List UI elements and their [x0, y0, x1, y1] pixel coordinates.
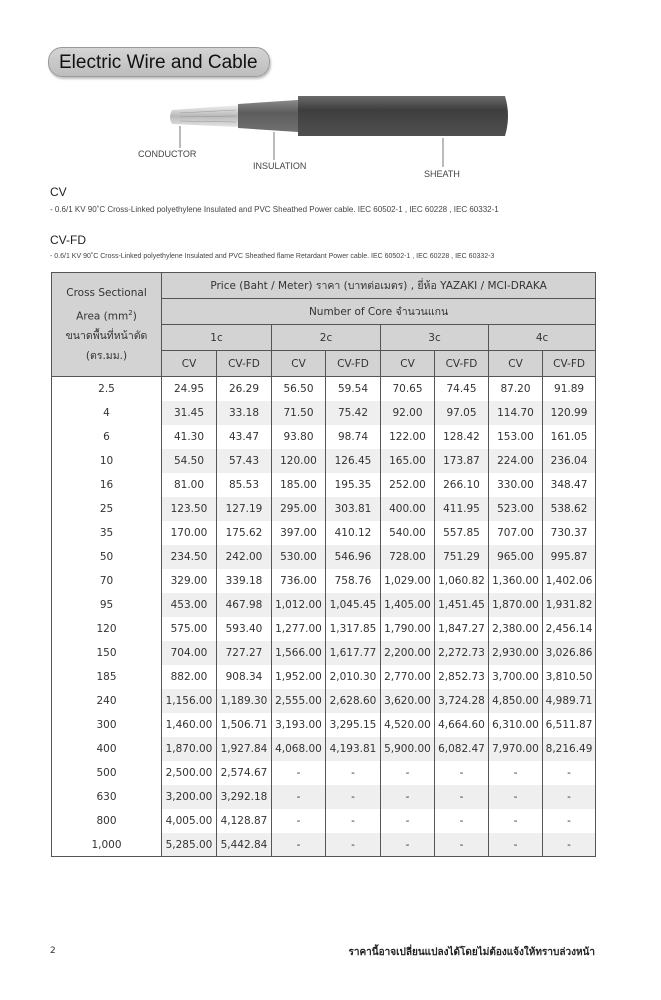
price-cell: 1,847.27	[435, 617, 489, 641]
price-table	[51, 272, 596, 857]
price-cell: 1,156.00	[162, 689, 217, 713]
price-cell: 97.05	[435, 401, 489, 425]
core-header: Number of Core จำนวนแกน	[162, 299, 596, 325]
price-cell: -	[381, 785, 435, 809]
price-cell: 1,277.00	[272, 617, 326, 641]
area-cell: 300	[52, 713, 162, 737]
price-cell: 173.87	[435, 449, 489, 473]
area-cell: 240	[52, 689, 162, 713]
cv-description: - 0.6/1 KV 90˚C Cross-Linked polyethylene Insulated and PVC Sheathed Power cable. IEC 60502-1 , IEC 60228 , IEC 60332-1	[50, 205, 499, 214]
area-cell: 6	[52, 425, 162, 449]
price-cell: 1,617.77	[326, 641, 381, 665]
table-row	[52, 449, 596, 473]
price-cell: 59.54	[326, 377, 381, 402]
price-cell: 8,216.49	[543, 737, 596, 761]
price-cell: 91.89	[543, 377, 596, 402]
price-cell: 234.50	[162, 545, 217, 569]
price-cell: -	[272, 761, 326, 785]
price-cell: 593.40	[217, 617, 272, 641]
price-cell: 704.00	[162, 641, 217, 665]
type-header: CV-FD	[326, 351, 381, 377]
price-cell: 123.50	[162, 497, 217, 521]
price-cell: 3,620.00	[381, 689, 435, 713]
area-cell: 2.5	[52, 377, 162, 402]
price-cell: 98.74	[326, 425, 381, 449]
area-cell: 500	[52, 761, 162, 785]
price-cell: 397.00	[272, 521, 326, 545]
price-cell: 1,317.85	[326, 617, 381, 641]
area-header: Cross Sectional Area $(mm^2)$ ขนาดพื้นที่หน้าตัด (ตร.มม.)	[52, 273, 162, 377]
price-cell: 908.34	[217, 665, 272, 689]
price-cell: 252.00	[381, 473, 435, 497]
sheath-label: SHEATH	[424, 169, 460, 179]
price-cell: 114.70	[489, 401, 543, 425]
price-cell: 4,850.00	[489, 689, 543, 713]
conductor-label: CONDUCTOR	[138, 149, 197, 159]
price-cell: 2,380.00	[489, 617, 543, 641]
price-cell: 2,930.00	[489, 641, 543, 665]
price-cell: 2,010.30	[326, 665, 381, 689]
price-table-body	[52, 377, 596, 857]
price-cell: 71.50	[272, 401, 326, 425]
price-cell: 85.53	[217, 473, 272, 497]
price-cell: 126.45	[326, 449, 381, 473]
price-cell: -	[435, 761, 489, 785]
price-cell: 1,927.84	[217, 737, 272, 761]
price-cell: 74.45	[435, 377, 489, 402]
type-header: CV	[162, 351, 217, 377]
price-cell: 4,989.71	[543, 689, 596, 713]
type-header: CV	[489, 351, 543, 377]
price-cell: 6,511.87	[543, 713, 596, 737]
table-row	[52, 737, 596, 761]
area-cell: 10	[52, 449, 162, 473]
price-cell: -	[326, 833, 381, 857]
table-row	[52, 473, 596, 497]
price-cell: 242.00	[217, 545, 272, 569]
type-header: CV	[272, 351, 326, 377]
table-row	[52, 497, 596, 521]
price-cell: 93.80	[272, 425, 326, 449]
price-cell: 2,272.73	[435, 641, 489, 665]
area-cell: 4	[52, 401, 162, 425]
price-cell: 1,060.82	[435, 569, 489, 593]
price-cell: 540.00	[381, 521, 435, 545]
price-cell: 153.00	[489, 425, 543, 449]
table-row	[52, 569, 596, 593]
table-row	[52, 593, 596, 617]
price-cell: -	[381, 761, 435, 785]
price-cell: 1,029.00	[381, 569, 435, 593]
table-row	[52, 425, 596, 449]
price-cell: 56.50	[272, 377, 326, 402]
price-cell: 707.00	[489, 521, 543, 545]
area-cell: 35	[52, 521, 162, 545]
price-cell: 1,360.00	[489, 569, 543, 593]
price-cell: 224.00	[489, 449, 543, 473]
price-cell: 1,952.00	[272, 665, 326, 689]
price-cell: 882.00	[162, 665, 217, 689]
price-cell: 1,566.00	[272, 641, 326, 665]
price-cell: -	[543, 833, 596, 857]
table-row	[52, 377, 596, 402]
price-cell: 453.00	[162, 593, 217, 617]
price-cell: 3,810.50	[543, 665, 596, 689]
area-cell: 50	[52, 545, 162, 569]
price-cell: 2,456.14	[543, 617, 596, 641]
cv-heading: CV	[50, 185, 67, 199]
price-cell: -	[272, 809, 326, 833]
price-cell: 1,405.00	[381, 593, 435, 617]
table-row	[52, 761, 596, 785]
price-cell: -	[435, 809, 489, 833]
price-cell: 1,931.82	[543, 593, 596, 617]
table-row	[52, 785, 596, 809]
price-cell: 120.00	[272, 449, 326, 473]
table-row	[52, 401, 596, 425]
price-cell: 530.00	[272, 545, 326, 569]
price-cell: 2,852.73	[435, 665, 489, 689]
price-cell: 5,442.84	[217, 833, 272, 857]
table-row	[52, 713, 596, 737]
price-cell: 3,026.86	[543, 641, 596, 665]
price-cell: 24.95	[162, 377, 217, 402]
price-cell: 128.42	[435, 425, 489, 449]
price-cell: 6,082.47	[435, 737, 489, 761]
area-cell: 1,000	[52, 833, 162, 857]
area-cell: 25	[52, 497, 162, 521]
price-cell: 195.35	[326, 473, 381, 497]
price-change-note: ราคานี้อาจเปลี่ยนแปลงได้โดยไม่ต้องแจ้งให้ทราบล่วงหน้า	[348, 947, 595, 958]
area-cell: 120	[52, 617, 162, 641]
price-cell: 400.00	[381, 497, 435, 521]
price-cell: -	[435, 785, 489, 809]
price-cell: 3,292.18	[217, 785, 272, 809]
price-cell: 33.18	[217, 401, 272, 425]
price-cell: 3,700.00	[489, 665, 543, 689]
price-cell: 175.62	[217, 521, 272, 545]
table-row	[52, 545, 596, 569]
price-cell: 43.47	[217, 425, 272, 449]
page-title: Electric Wire and Cable	[48, 47, 270, 77]
price-cell: 751.29	[435, 545, 489, 569]
price-cell: 236.04	[543, 449, 596, 473]
price-cell: 410.12	[326, 521, 381, 545]
price-cell: 4,068.00	[272, 737, 326, 761]
price-cell: 26.29	[217, 377, 272, 402]
price-cell: 3,200.00	[162, 785, 217, 809]
price-cell: 70.65	[381, 377, 435, 402]
price-cell: 348.47	[543, 473, 596, 497]
price-cell: 730.37	[543, 521, 596, 545]
price-cell: 3,295.15	[326, 713, 381, 737]
price-cell: 330.00	[489, 473, 543, 497]
price-cell: -	[489, 833, 543, 857]
price-cell: 4,193.81	[326, 737, 381, 761]
price-cell: 995.87	[543, 545, 596, 569]
price-cell: 165.00	[381, 449, 435, 473]
type-header: CV-FD	[217, 351, 272, 377]
price-cell: -	[543, 809, 596, 833]
type-header: CV-FD	[543, 351, 596, 377]
price-cell: 81.00	[162, 473, 217, 497]
price-cell: 3,193.00	[272, 713, 326, 737]
price-cell: -	[381, 833, 435, 857]
page-number: 2	[50, 946, 56, 956]
price-cell: -	[326, 761, 381, 785]
price-cell: 1,451.45	[435, 593, 489, 617]
price-cell: -	[272, 785, 326, 809]
price-cell: 965.00	[489, 545, 543, 569]
price-cell: 75.42	[326, 401, 381, 425]
price-cell: -	[489, 809, 543, 833]
price-cell: -	[543, 785, 596, 809]
price-cell: 6,310.00	[489, 713, 543, 737]
price-cell: 329.00	[162, 569, 217, 593]
price-cell: 4,128.87	[217, 809, 272, 833]
area-cell: 185	[52, 665, 162, 689]
price-cell: 5,900.00	[381, 737, 435, 761]
price-cell: 523.00	[489, 497, 543, 521]
price-cell: 161.05	[543, 425, 596, 449]
price-cell: -	[326, 809, 381, 833]
core-1c: 1c	[162, 325, 272, 351]
price-cell: 1,870.00	[489, 593, 543, 617]
price-cell: 1,189.30	[217, 689, 272, 713]
area-cell: 630	[52, 785, 162, 809]
core-4c: 4c	[489, 325, 596, 351]
price-cell: -	[272, 833, 326, 857]
insulation-layer	[238, 100, 298, 132]
price-cell: 41.30	[162, 425, 217, 449]
price-cell: 727.27	[217, 641, 272, 665]
price-cell: 339.18	[217, 569, 272, 593]
price-cell: 557.85	[435, 521, 489, 545]
price-cell: -	[489, 785, 543, 809]
table-row	[52, 665, 596, 689]
price-cell: -	[543, 761, 596, 785]
table-row	[52, 617, 596, 641]
table-row	[52, 641, 596, 665]
price-header: Price (Baht / Meter) ราคา (บาทต่อเมตร) , ยี่ห้อ YAZAKI / MCI-DRAKA	[162, 273, 596, 299]
table-row	[52, 833, 596, 857]
price-cell: 2,200.00	[381, 641, 435, 665]
cable-diagram	[0, 80, 661, 190]
price-cell: 1,460.00	[162, 713, 217, 737]
price-cell: 127.19	[217, 497, 272, 521]
sheath-layer	[298, 96, 508, 136]
cvfd-heading: CV-FD	[50, 233, 86, 247]
price-cell: 54.50	[162, 449, 217, 473]
type-header: CV	[381, 351, 435, 377]
area-cell: 70	[52, 569, 162, 593]
price-cell: 295.00	[272, 497, 326, 521]
price-cell: 546.96	[326, 545, 381, 569]
price-cell: -	[489, 761, 543, 785]
price-cell: 2,574.67	[217, 761, 272, 785]
price-cell: -	[435, 833, 489, 857]
price-cell: 266.10	[435, 473, 489, 497]
price-cell: 758.76	[326, 569, 381, 593]
type-header: CV-FD	[435, 351, 489, 377]
area-cell: 16	[52, 473, 162, 497]
area-cell: 400	[52, 737, 162, 761]
price-cell: 1,012.00	[272, 593, 326, 617]
price-cell: 87.20	[489, 377, 543, 402]
price-cell: 31.45	[162, 401, 217, 425]
price-cell: 4,664.60	[435, 713, 489, 737]
price-cell: 4,520.00	[381, 713, 435, 737]
price-cell: 728.00	[381, 545, 435, 569]
price-cell: 92.00	[381, 401, 435, 425]
price-cell: 120.99	[543, 401, 596, 425]
cvfd-description: - 0.6/1 KV 90˚C Cross-Linked polyethylene Insulated and PVC Sheathed flame Retardant Power cable. IEC 60502-1 , IEC 60228 , IEC 60332-3	[50, 253, 495, 260]
insulation-label: INSULATION	[253, 161, 307, 171]
price-cell: 3,724.28	[435, 689, 489, 713]
price-cell: 575.00	[162, 617, 217, 641]
price-cell: 2,500.00	[162, 761, 217, 785]
price-cell: 1,870.00	[162, 737, 217, 761]
price-cell: -	[381, 809, 435, 833]
price-cell: 2,770.00	[381, 665, 435, 689]
price-cell: 185.00	[272, 473, 326, 497]
price-cell: 57.43	[217, 449, 272, 473]
price-cell: 122.00	[381, 425, 435, 449]
price-cell: 467.98	[217, 593, 272, 617]
area-cell: 800	[52, 809, 162, 833]
price-cell: 4,005.00	[162, 809, 217, 833]
price-cell: 303.81	[326, 497, 381, 521]
table-row	[52, 689, 596, 713]
table-row	[52, 521, 596, 545]
price-cell: 1,506.71	[217, 713, 272, 737]
price-cell: 538.62	[543, 497, 596, 521]
price-cell: 7,970.00	[489, 737, 543, 761]
core-3c: 3c	[381, 325, 489, 351]
table-row	[52, 809, 596, 833]
area-cell: 150	[52, 641, 162, 665]
price-cell: 5,285.00	[162, 833, 217, 857]
price-cell: -	[326, 785, 381, 809]
price-cell: 2,555.00	[272, 689, 326, 713]
price-cell: 736.00	[272, 569, 326, 593]
core-2c: 2c	[272, 325, 381, 351]
price-cell: 1,790.00	[381, 617, 435, 641]
price-cell: 1,402.06	[543, 569, 596, 593]
price-cell: 2,628.60	[326, 689, 381, 713]
price-cell: 170.00	[162, 521, 217, 545]
area-cell: 95	[52, 593, 162, 617]
price-cell: 411.95	[435, 497, 489, 521]
price-cell: 1,045.45	[326, 593, 381, 617]
